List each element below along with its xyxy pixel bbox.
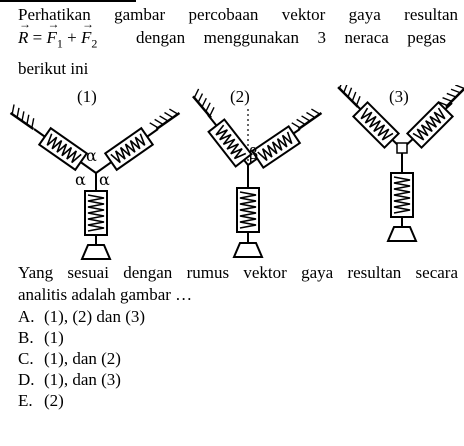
option-a-letter: A. [18,307,35,326]
option-e-letter: E. [18,391,33,410]
option-c-text: (1), dan (2) [44,349,121,368]
figure-1 [9,87,180,259]
option-e[interactable] [18,390,64,411]
question-line-2-rest: dengan menggunakan 3 neraca pegas [136,28,446,47]
option-b[interactable] [18,327,64,348]
equals-sign: = [28,28,47,47]
figure-3-label: (3) [389,87,409,106]
figure-2 [192,87,322,257]
prompt-line-2: analitis adalah gambar … [18,285,193,304]
plus-sign: + [62,28,81,47]
figure-2-label: (2) [230,87,250,106]
angle-alpha-right: α [99,170,110,189]
angle-beta: β [249,144,259,163]
option-a[interactable] [18,306,145,327]
prompt-line-1: Yang sesuai dengan rumus vektor gaya resultan secara [18,263,458,282]
spring-balance-figures [0,85,464,260]
figure-1-label: (1) [77,87,97,106]
angle-alpha-top: α [86,146,97,165]
option-d-text: (1), dan (3) [44,370,121,389]
option-b-letter: B. [18,328,34,347]
vector-R: → R [18,27,28,48]
subscript-2: 2 [91,36,98,51]
vector-F2: → F [81,27,91,48]
top-rule [0,0,136,2]
figure-3 [337,85,464,241]
subscript-1: 1 [56,36,63,51]
option-c[interactable] [18,348,121,369]
question-line-1: Perhatikan gambar percobaan vektor gaya resultan [18,5,458,24]
question-line-3: berikut ini [18,59,89,78]
option-a-text: (1), (2) dan (3) [44,307,146,326]
vector-F1: → F [46,27,56,48]
question-equation-line [18,27,446,54]
option-d-letter: D. [18,370,35,389]
option-b-text: (1) [44,328,64,347]
option-e-text: (2) [44,391,64,410]
angle-alpha-left: α [75,170,86,189]
option-c-letter: C. [18,349,34,368]
option-d[interactable] [18,369,121,390]
